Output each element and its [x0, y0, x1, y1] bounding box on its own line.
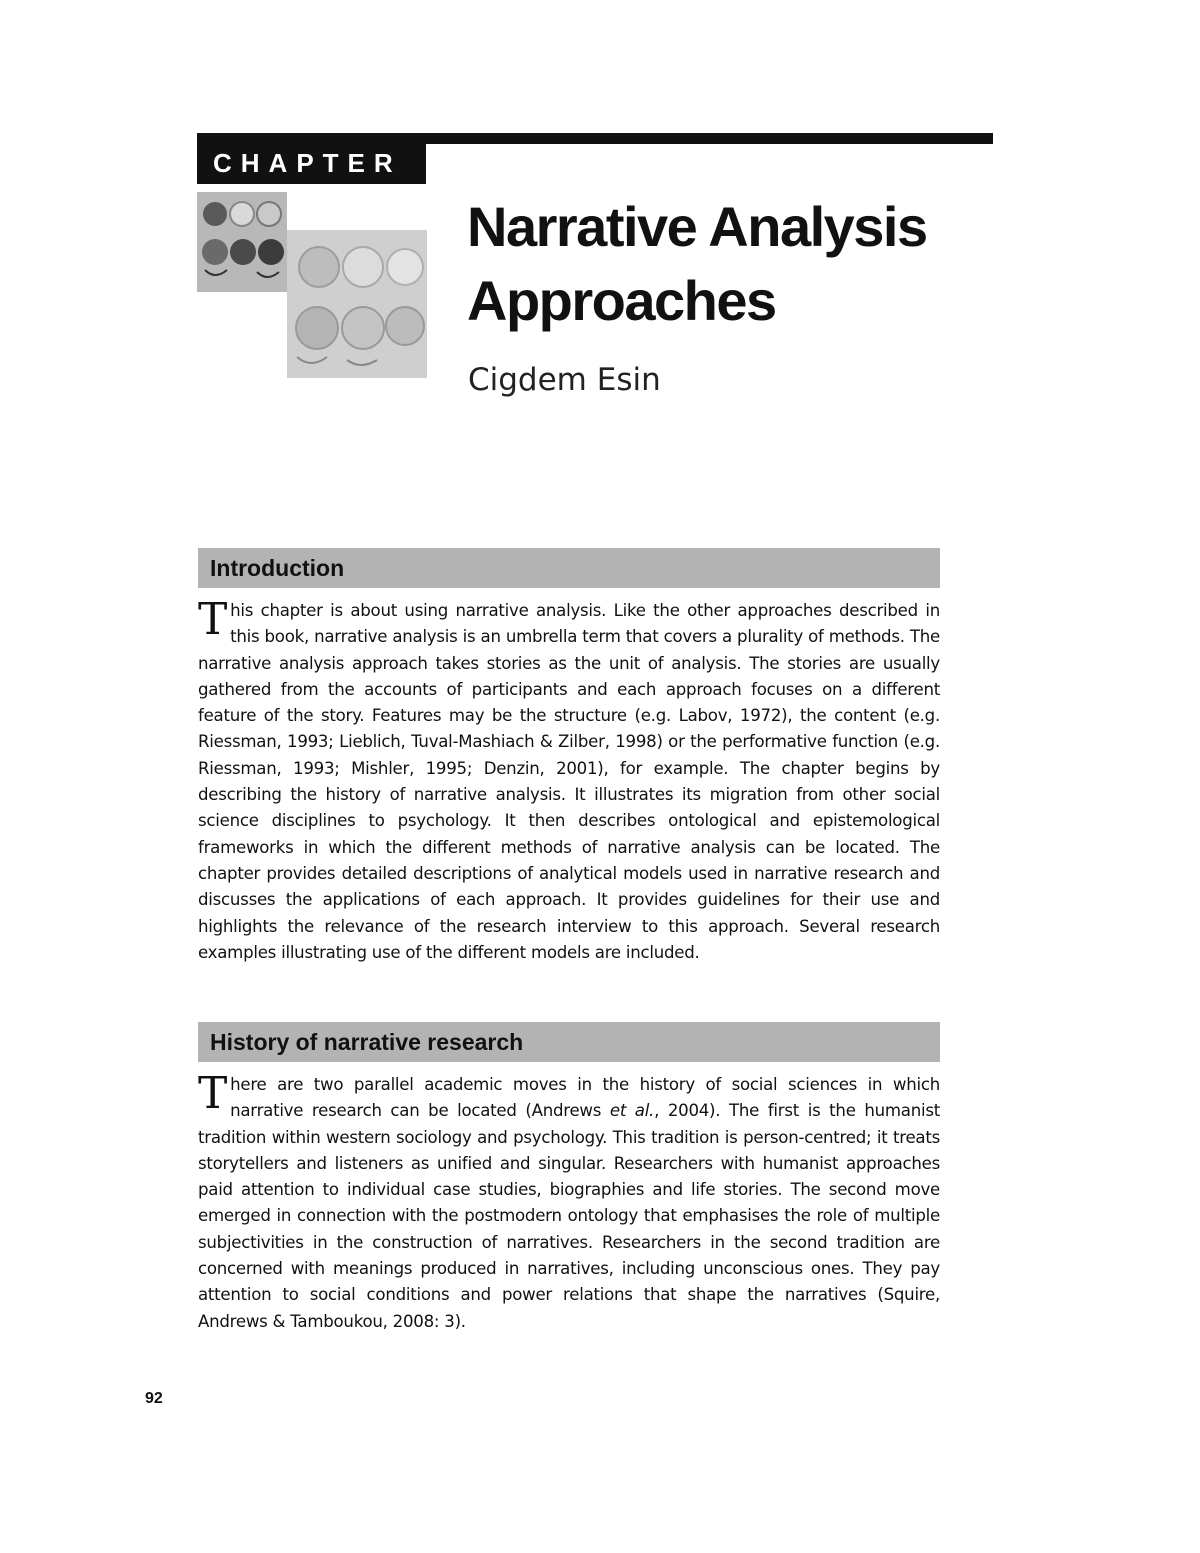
section-heading-introduction: Introduction	[198, 548, 940, 588]
chapter-title: Narrative Analysis Approaches	[467, 195, 927, 332]
page-number: 92	[145, 1390, 163, 1407]
introduction-paragraph	[198, 594, 940, 966]
history-paragraph	[198, 1068, 941, 1335]
history-text-italic: et al.	[609, 1101, 655, 1121]
dropcap-letter: T	[198, 1068, 228, 1119]
history-text-part-1: here are two parallel academic moves in the history of social sciences in which narrative research can be located (Andrews	[230, 1075, 940, 1121]
history-text-part-2: , 2004). The first is the humanist tradition within western sociology and psychology. This tradition is person-centred; it treats storytellers and listeners as unified and singular. Researchers with humanist approaches paid attention to individual case studies, biographies and life stories. The second move emerged in connection with the postmodern ontology that emphasises the role of multiple subjectivities in the construction of narratives. Researchers in the second tradition are concerned with meanings produced in narratives, including unconscious ones. They pay attention to social conditions and power relations that shape the narratives (Squire, Andrews & Tamboukou, 2008: 3).	[198, 1101, 941, 1331]
tea-cups-photo-icon	[197, 192, 427, 378]
chapter-author: Cigdem Esin	[468, 362, 661, 398]
introduction-text: his chapter is about using narrative analysis. Like the other approaches described in this book, narrative analysis is an umbrella term that covers a plurality of methods. The narrative analysis approach takes stories as the unit of analysis. The stories are usually gathered from the accounts of participants and each approach focuses on a different feature of the story. Features may be the structure (e.g. Labov, 1972), the content (e.g. Riessman, 1993; Lieblich, Tuval-Mashiach & Zilber, 1998) or the performative function (e.g. Riessman, 1993; Mishler, 1995; Denzin, 2001), for example. The chapter begins by describing the history of narrative analysis. It illustrates its migration from other social science disciplines to psychology. It then describes ontological and epistemological frameworks in which the different methods of narrative analysis can be located. The chapter provides detailed descriptions of analytical models used in narrative research and discusses the applications of each approach. It provides guidelines for their use and highlights the relevance of the research interview to this approach. Several research examples illustrating use of the different models are included.	[198, 601, 940, 962]
chapter-label: CHAPTER	[197, 142, 426, 184]
section-heading-history: History of narrative research	[198, 1022, 940, 1062]
dropcap-letter: T	[198, 594, 228, 645]
